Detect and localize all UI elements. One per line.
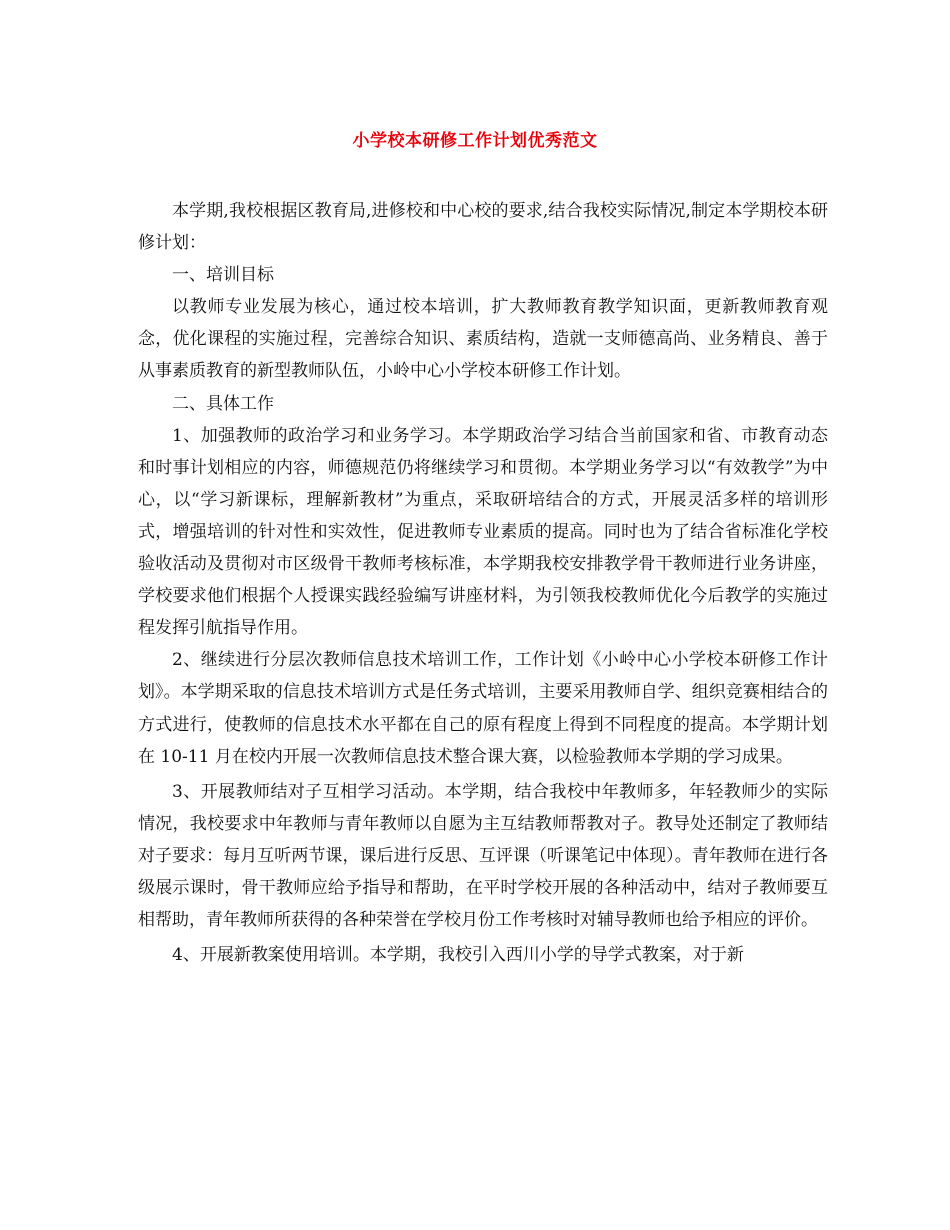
work-item-3-paragraph: 3、开展教师结对子互相学习活动。本学期，结合我校中年教师多，年轻教师少的实际情况，我校要求中年教师与青年教师以自愿为主互结教师帮教对子。教导处还制定了教师结对子要求：每月互听两节课，课后进行反思、互评课（听课笔记中体现）。青年教师在进行各级展示课时，骨干教师应给予指导和帮助，在平时学校开展的各种活动中，结对子教师要互相帮助，青年教师所获得的各种荣誉在学校月份工作考核时对辅导教师也给予相应的评价。 [138, 781, 828, 931]
training-goal-paragraph: 以教师专业发展为核心，通过校本培训，扩大教师教育教学知识面，更新教师教育观念，优化课程的实施过程，完善综合知识、素质结构，造就一支师德高尚、业务精良、善于从事素质教育的新型教师队伍，小岭中心小学校本研修工作计划。 [138, 297, 828, 382]
intro-paragraph: 本学期,我校根据区教育局,进修校和中心校的要求,结合我校实际情况,制定本学期校本研修计划： [138, 201, 828, 254]
document-body [138, 195, 828, 971]
work-item-1-paragraph: 1、加强教师的政治学习和业务学习。本学期政治学习结合当前国家和省、市教育动态和时事计划相应的内容，师德规范仍将继续学习和贯彻。本学期业务学习以“有效教学”为中心，以“学习新课标，理解新教材”为重点，采取研培结合的方式，开展灵活多样的培训形式，增强培训的针对性和实效性，促进教师专业素质的提高。同时也为了结合省标准化学校验收活动及贯彻对市区级骨干教师考核标准，本学期我校安排教学骨干教师进行业务讲座，学校要求他们根据个人授课实践经验编写讲座材料，为引领我校教师优化今后教学的实施过程发挥引航指导作用。 [138, 425, 828, 639]
section-heading-training-goal: 一、培训目标 [172, 265, 274, 286]
section-heading-specific-work: 二、具体工作 [172, 393, 274, 414]
work-item-2-paragraph: 2、继续进行分层次教师信息技术培训工作，工作计划《小岭中心小学校本研修工作计划》。本学期采取的信息技术培训方式是任务式培训，主要采用教师自学、组织竞赛相结合的方式进行，使教师的信息技术水平都在自己的原有程度上得到不同程度的提高。本学期计划在 10-11 月在校内开展一次教师信息技术整合课大赛，以检验教师本学期的学习成果。 [138, 650, 828, 767]
document-title: 小学校本研修工作计划优秀范文 [352, 131, 598, 151]
work-item-4-paragraph: 4、开展新教案使用培训。本学期，我校引入西川小学的导学式教案，对于新 [172, 945, 744, 966]
